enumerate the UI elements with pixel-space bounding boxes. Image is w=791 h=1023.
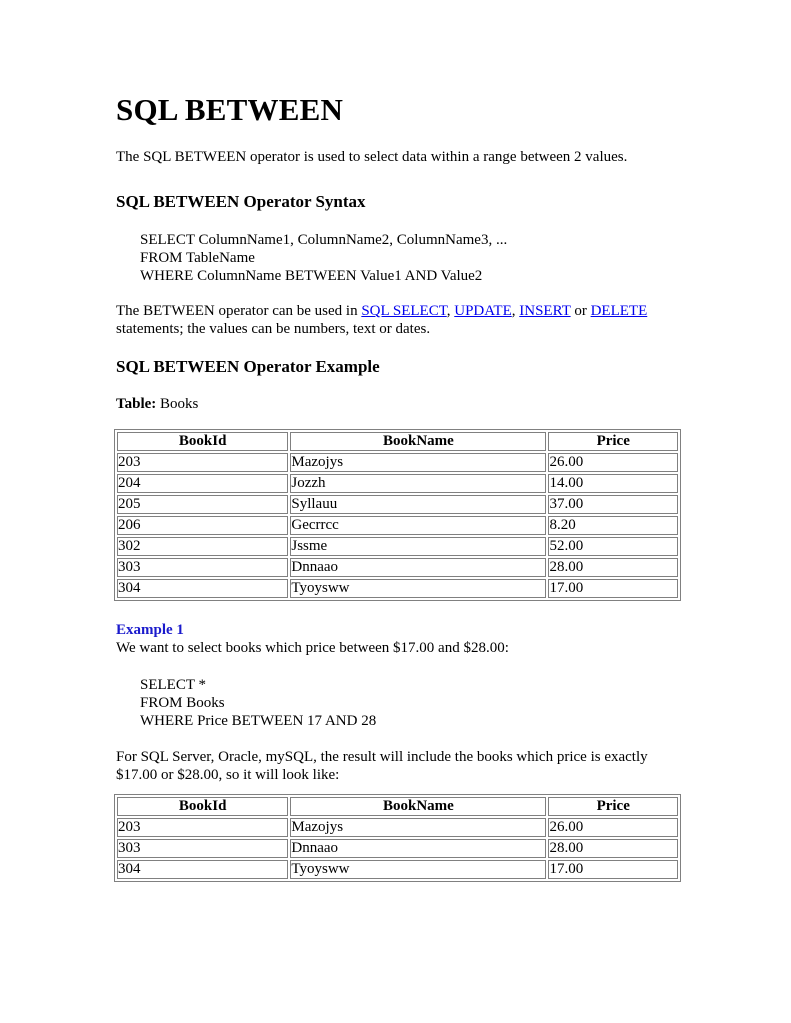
cell-bookname: Tyoysww bbox=[290, 579, 546, 598]
table-row bbox=[117, 495, 678, 514]
cell-bookid: 205 bbox=[117, 495, 288, 514]
cell-bookname: Mazojys bbox=[290, 453, 546, 472]
cell-price: 37.00 bbox=[548, 495, 678, 514]
cell-bookid: 203 bbox=[117, 453, 288, 472]
query-line: SELECT * bbox=[140, 677, 206, 693]
cell-bookid: 302 bbox=[117, 537, 288, 556]
usage-suffix: statements; the values can be numbers, text or dates. bbox=[116, 321, 431, 337]
cell-bookname: Jozzh bbox=[290, 474, 546, 493]
cell-price: 8.20 bbox=[548, 516, 678, 535]
example-heading: SQL BETWEEN Operator Example bbox=[116, 357, 380, 376]
cell-bookname: Jssme bbox=[290, 537, 546, 556]
cell-bookid: 204 bbox=[117, 474, 288, 493]
table-label-name: Books bbox=[156, 396, 199, 412]
cell-price: 26.00 bbox=[548, 453, 678, 472]
cell-bookid: 206 bbox=[117, 516, 288, 535]
cell-bookname: Dnnaao bbox=[290, 558, 546, 577]
example-1-description: We want to select books which price between $17.00 and $28.00: bbox=[116, 640, 509, 656]
cell-bookname: Tyoysww bbox=[290, 860, 546, 879]
cell-bookid: 303 bbox=[117, 558, 288, 577]
example-1-title: Example 1 bbox=[116, 622, 184, 638]
update-link[interactable]: UPDATE bbox=[454, 303, 512, 319]
cell-price: 28.00 bbox=[548, 558, 678, 577]
column-header: BookId bbox=[117, 432, 288, 451]
syntax-line: SELECT ColumnName1, ColumnName2, ColumnName3, ... bbox=[140, 232, 508, 248]
cell-bookid: 304 bbox=[117, 860, 288, 879]
usage-separator: , bbox=[446, 303, 455, 319]
query-line: WHERE Price BETWEEN 17 AND 28 bbox=[140, 713, 377, 729]
table-header-row bbox=[117, 432, 678, 451]
column-header: Price bbox=[548, 432, 678, 451]
usage-prefix: The BETWEEN operator can be used in bbox=[116, 303, 362, 319]
syntax-line: FROM TableName bbox=[140, 250, 255, 266]
table-row bbox=[117, 818, 678, 837]
cell-price: 17.00 bbox=[548, 860, 678, 879]
cell-price: 28.00 bbox=[548, 839, 678, 858]
syntax-heading: SQL BETWEEN Operator Syntax bbox=[116, 192, 366, 211]
table-row bbox=[117, 558, 678, 577]
table-row bbox=[117, 516, 678, 535]
cell-price: 17.00 bbox=[548, 579, 678, 598]
table-label-bold: Table: bbox=[116, 396, 157, 412]
table-row bbox=[117, 860, 678, 879]
table-row bbox=[117, 474, 678, 493]
column-header: Price bbox=[548, 797, 678, 816]
cell-price: 14.00 bbox=[548, 474, 678, 493]
result-description bbox=[116, 748, 681, 784]
table-row bbox=[117, 839, 678, 858]
page-title: SQL BETWEEN bbox=[116, 92, 344, 127]
column-header: BookName bbox=[290, 432, 546, 451]
document-page bbox=[116, 92, 681, 882]
usage-separator: , bbox=[511, 303, 520, 319]
books-table bbox=[114, 429, 681, 601]
table-row bbox=[117, 453, 678, 472]
column-header: BookName bbox=[290, 797, 546, 816]
syntax-line: WHERE ColumnName BETWEEN Value1 AND Value2 bbox=[140, 268, 483, 284]
table-row bbox=[117, 579, 678, 598]
cell-bookid: 304 bbox=[117, 579, 288, 598]
cell-bookname: Syllauu bbox=[290, 495, 546, 514]
cell-bookname: Mazojys bbox=[290, 818, 546, 837]
cell-price: 26.00 bbox=[548, 818, 678, 837]
usage-paragraph bbox=[116, 302, 681, 338]
cell-bookid: 203 bbox=[117, 818, 288, 837]
usage-separator: or bbox=[570, 303, 591, 319]
table-label bbox=[116, 395, 681, 413]
sql-select-link[interactable]: SQL SELECT bbox=[361, 303, 447, 319]
table-header-row bbox=[117, 797, 678, 816]
example-query-block bbox=[140, 676, 681, 730]
result-line: $17.00 or $28.00, so it will look like: bbox=[116, 767, 340, 783]
intro-paragraph: The SQL BETWEEN operator is used to select data within a range between 2 values. bbox=[116, 149, 628, 165]
delete-link[interactable]: DELETE bbox=[590, 303, 648, 319]
result-line: For SQL Server, Oracle, mySQL, the result will include the books which price is exactly bbox=[116, 749, 648, 765]
query-line: FROM Books bbox=[140, 695, 225, 711]
cell-price: 52.00 bbox=[548, 537, 678, 556]
syntax-code-block bbox=[140, 231, 681, 285]
insert-link[interactable]: INSERT bbox=[519, 303, 571, 319]
table-row bbox=[117, 537, 678, 556]
column-header: BookId bbox=[117, 797, 288, 816]
cell-bookname: Dnnaao bbox=[290, 839, 546, 858]
cell-bookid: 303 bbox=[117, 839, 288, 858]
cell-bookname: Gecrrcc bbox=[290, 516, 546, 535]
result-table bbox=[114, 794, 681, 882]
